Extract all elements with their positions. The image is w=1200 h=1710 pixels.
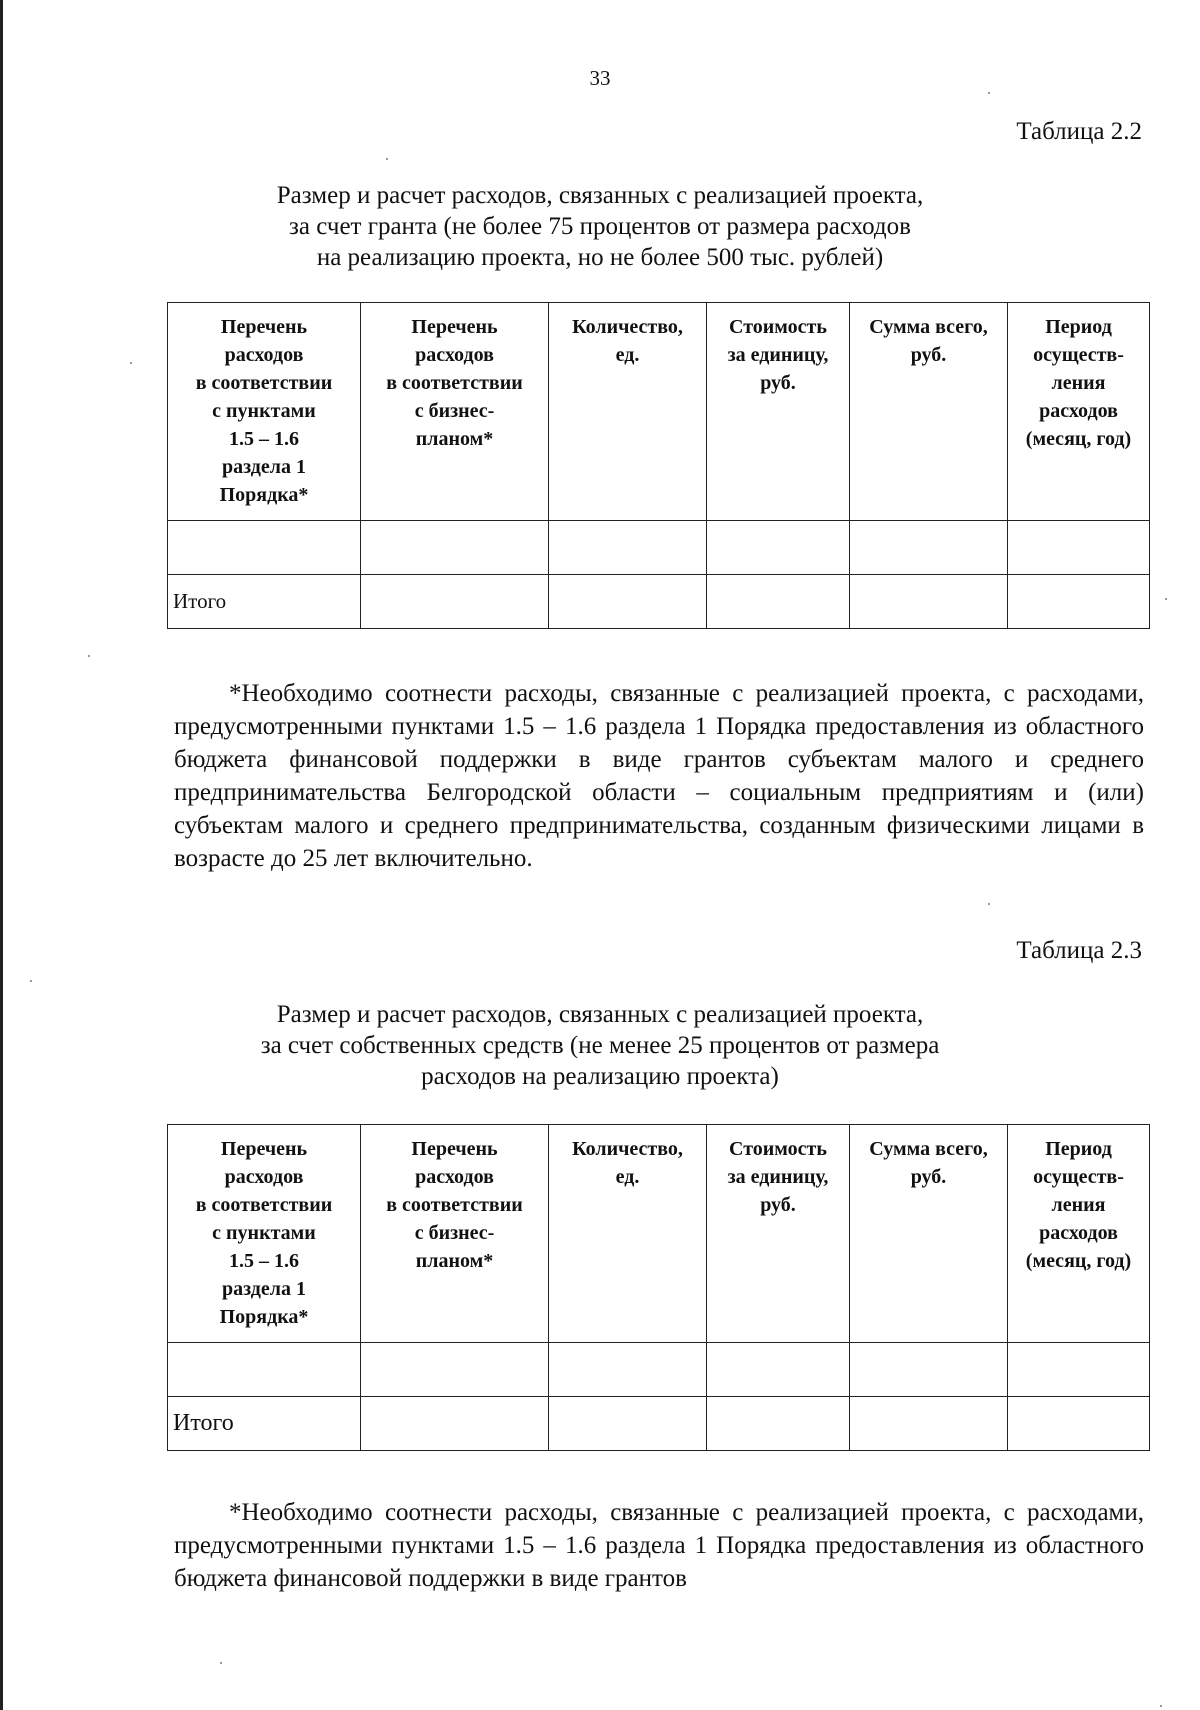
header-cell: Сумма всего, руб. bbox=[850, 1125, 1008, 1343]
table-cell bbox=[707, 575, 850, 629]
table-cell bbox=[549, 575, 707, 629]
scan-speck bbox=[88, 655, 90, 657]
expense-table-own-funds bbox=[167, 1124, 1150, 1451]
header-cell: Стоимость за единицу, руб. bbox=[707, 1125, 850, 1343]
caption-line: за счет собственных средств (не менее 25 процентов от размера bbox=[260, 1032, 940, 1059]
table-cell bbox=[850, 1397, 1008, 1451]
scan-speck bbox=[386, 158, 388, 160]
table-cell bbox=[168, 521, 361, 575]
table-header-row bbox=[168, 1125, 1150, 1343]
header-cell: Стоимость за единицу, руб. bbox=[707, 303, 850, 521]
table-row bbox=[168, 1343, 1150, 1397]
header-cell: Перечень расходов в соответствии с пунктами 1.5 – 1.6 раздела 1 Порядка* bbox=[168, 1125, 361, 1343]
table-cell bbox=[850, 521, 1008, 575]
scan-speck bbox=[988, 92, 990, 94]
table-cell bbox=[850, 575, 1008, 629]
table-cell bbox=[707, 1343, 850, 1397]
header-cell: Перечень расходов в соответствии с бизнес- планом* bbox=[361, 1125, 549, 1343]
caption-line: Размер и расчет расходов, связанных с реализацией проекта, bbox=[276, 182, 924, 209]
scan-speck bbox=[988, 903, 990, 905]
table-cell bbox=[1008, 1397, 1150, 1451]
scan-speck bbox=[220, 1662, 222, 1664]
table-total-row bbox=[168, 1397, 1150, 1451]
scan-speck bbox=[1160, 1705, 1162, 1707]
total-label: Итого bbox=[168, 575, 361, 629]
table-header-row bbox=[168, 303, 1150, 521]
table-caption-2-3 bbox=[160, 999, 1040, 1092]
table-cell bbox=[361, 575, 549, 629]
header-cell: Период осуществ- ления расходов (месяц, год) bbox=[1008, 303, 1150, 521]
table-cell bbox=[707, 521, 850, 575]
header-cell: Перечень расходов в соответствии с пунктами 1.5 – 1.6 раздела 1 Порядка* bbox=[168, 303, 361, 521]
table-cell bbox=[361, 1397, 549, 1451]
total-label: Итого bbox=[168, 1397, 361, 1451]
footnote-2-3: *Необходимо соотнести расходы, связанные с реализацией проекта, с расходами, предусмотренными пунктами 1.5 – 1.6 раздела 1 Порядка предоставления из областного бюджета финансовой поддержки в виде грантов bbox=[174, 1499, 1144, 1592]
table-cell bbox=[549, 1343, 707, 1397]
table-cell bbox=[168, 1343, 361, 1397]
header-cell: Перечень расходов в соответствии с бизнес- планом* bbox=[361, 303, 549, 521]
table-caption-2-2 bbox=[160, 180, 1040, 273]
caption-line: расходов на реализацию проекта) bbox=[421, 1063, 779, 1090]
table-total-row bbox=[168, 575, 1150, 629]
table-cell bbox=[1008, 575, 1150, 629]
table-cell bbox=[707, 1397, 850, 1451]
header-cell: Количество, ед. bbox=[549, 1125, 707, 1343]
caption-line: Размер и расчет расходов, связанных с реализацией проекта, bbox=[276, 1001, 924, 1028]
header-cell: Период осуществ- ления расходов (месяц, год) bbox=[1008, 1125, 1150, 1343]
caption-line: за счет гранта (не более 75 процентов от размера расходов bbox=[289, 213, 911, 240]
caption-line: на реализацию проекта, но не более 500 тыс. рублей) bbox=[316, 244, 884, 271]
table-row bbox=[168, 521, 1150, 575]
table-cell bbox=[850, 1343, 1008, 1397]
page-number: 33 bbox=[589, 66, 611, 90]
expense-table-grant bbox=[167, 302, 1150, 629]
table-cell bbox=[1008, 1343, 1150, 1397]
table-cell bbox=[361, 1343, 549, 1397]
footnote-2-2: *Необходимо соотнести расходы, связанные с реализацией проекта, с расходами, предусмотренными пунктами 1.5 – 1.6 раздела 1 Порядка предоставления из областного бюджета финансовой поддержки в виде грантов субъектам малого и среднего предпринимательства Белгородской области – социальным предприятиям и (или) субъектам малого и среднего предпринимательства, созданным физическими лицами в возрасте до 25 лет включительно. bbox=[174, 680, 1144, 872]
table-cell bbox=[549, 1397, 707, 1451]
header-cell: Сумма всего, руб. bbox=[850, 303, 1008, 521]
header-cell: Количество, ед. bbox=[549, 303, 707, 521]
scan-speck bbox=[130, 362, 132, 364]
table-label-2-2: Таблица 2.2 bbox=[1016, 118, 1142, 145]
table-label-2-3: Таблица 2.3 bbox=[1016, 937, 1142, 964]
scan-speck bbox=[1165, 598, 1167, 600]
table-cell bbox=[1008, 521, 1150, 575]
page-left-border bbox=[0, 0, 3, 1710]
table-cell bbox=[549, 521, 707, 575]
table-cell bbox=[361, 521, 549, 575]
scan-speck bbox=[30, 980, 32, 982]
